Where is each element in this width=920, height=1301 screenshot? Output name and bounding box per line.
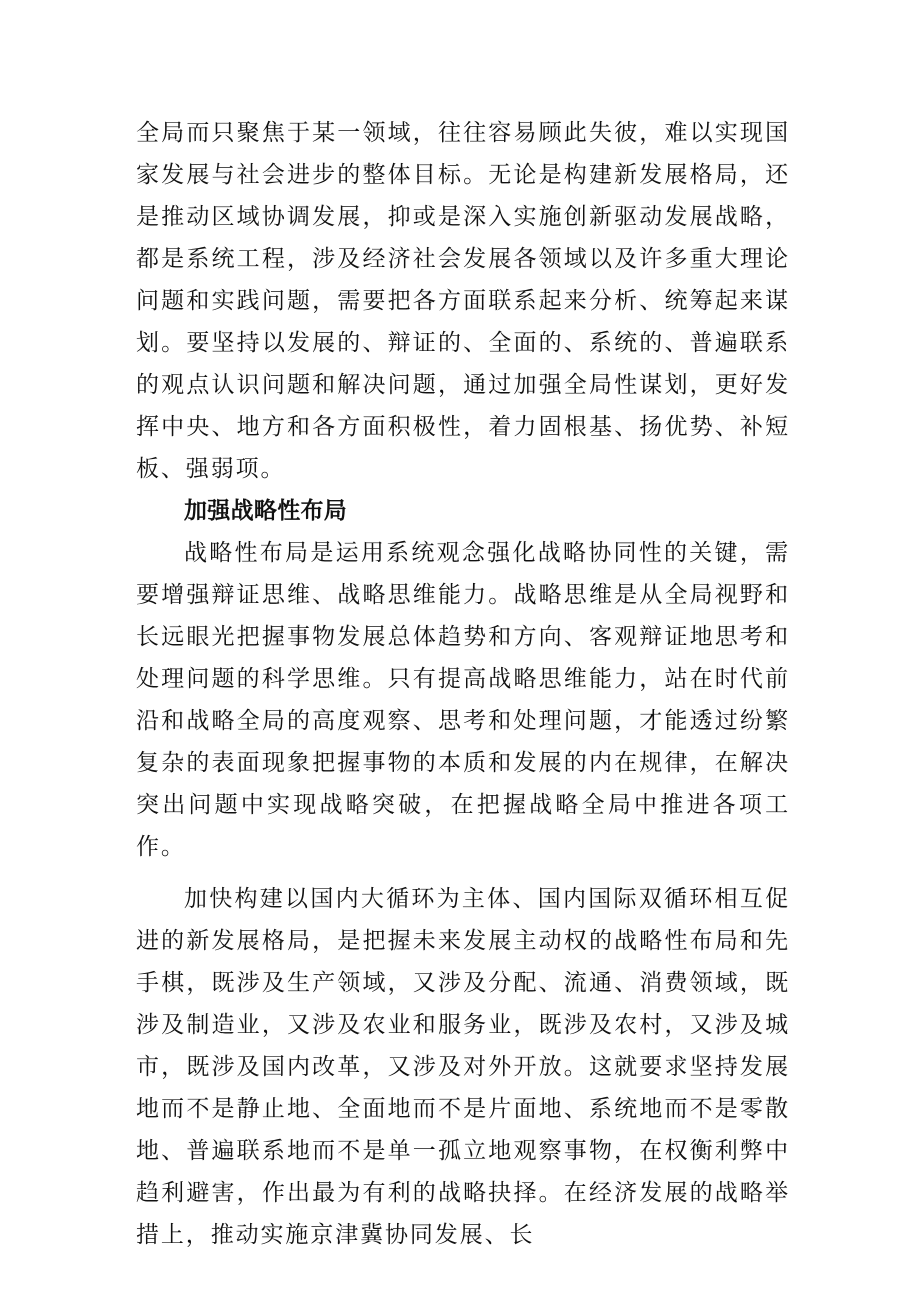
paragraph-new-development-pattern: 加快构建以国内大循环为主体、国内国际双循环相互促进的新发展格局，是把握未来发展主动权的战略性布局和先手棋，既涉及生产领域，又涉及分配、流通、消费领域，既涉及制造业，又涉及农业和服务业，既涉及农村，又涉及城市，既涉及国内改革，又涉及对外开放。这就要求坚持发展地而不是静止地、全面地而不是片面地、系统地而不是零散地、普遍联系地而不是单一孤立地观察事物，在权衡利弊中趋利避害，作出最为有利的战略抉择。在经济发展的战略举措上，推动实施京津冀协同发展、长 xyxy=(136,886,790,1248)
article-body xyxy=(136,112,790,1256)
paragraph-gap xyxy=(136,868,790,878)
paragraph-continued: 全局而只聚焦于某一领域，往往容易顾此失彼，难以实现国家发展与社会进步的整体目标。无论是构建新发展格局，还是推动区域协调发展，抑或是深入实施创新驱动发展战略，都是系统工程，涉及经济社会发展各领域以及许多重大理论问题和实践问题，需要把各方面联系起来分析、统筹起来谋划。要坚持以发展的、辩证的、全面的、系统的、普遍联系的观点认识问题和解决问题，通过加强全局性谋划，更好发挥中央、地方和各方面积极性，着力固根基、扬优势、补短板、强弱项。 xyxy=(136,120,790,482)
paragraph-strategic-layout: 战略性布局是运用系统观念强化战略协同性的关键，需要增强辩证思维、战略思维能力。战略思维是从全局视野和长远眼光把握事物发展总体趋势和方向、客观辩证地思考和处理问题的科学思维。只有提高战略思维能力，站在时代前沿和战略全局的高度观察、思考和处理问题，才能透过纷繁复杂的表面现象把握事物的本质和发展的内在规律，在解决突出问题中实现战略突破，在把握战略全局中推进各项工作。 xyxy=(136,540,790,860)
section-heading: 加强战略性布局 xyxy=(184,498,348,524)
